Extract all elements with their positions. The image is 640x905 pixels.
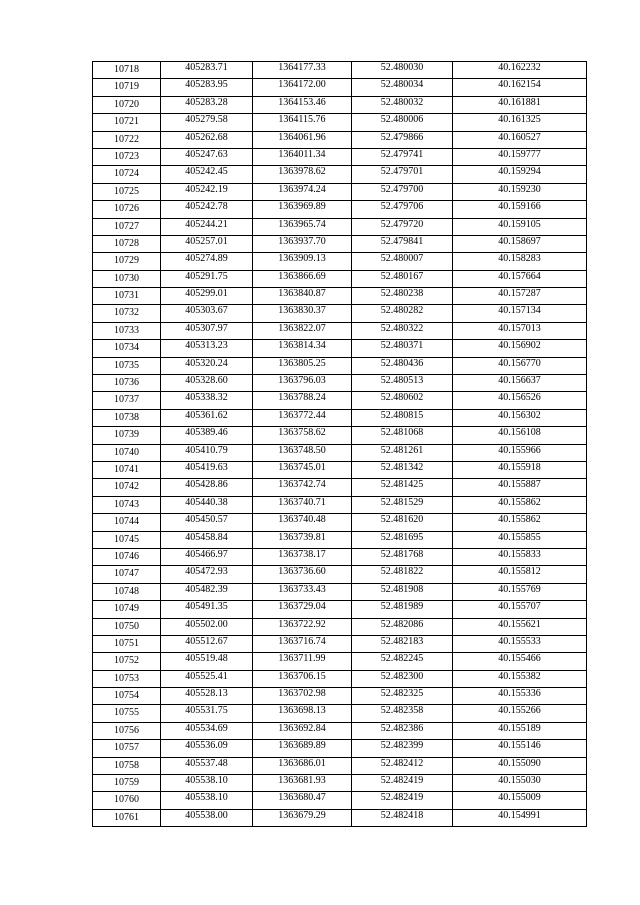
- longitude-cell: 40.159230: [453, 183, 587, 200]
- table-row: [93, 775, 587, 792]
- latitude-cell: 52.481908: [352, 583, 453, 600]
- y-coordinate-cell: 1364177.33: [253, 62, 352, 79]
- table-row: [93, 601, 587, 618]
- point-number-cell: 10737: [93, 392, 161, 409]
- y-coordinate-cell: 1363969.89: [253, 201, 352, 218]
- y-coordinate-cell: 1363711.99: [253, 653, 352, 670]
- longitude-cell: 40.155466: [453, 653, 587, 670]
- y-coordinate-cell: 1363742.74: [253, 479, 352, 496]
- longitude-cell: 40.158697: [453, 235, 587, 252]
- point-number-cell: 10752: [93, 653, 161, 670]
- x-coordinate-cell: 405283.95: [161, 79, 253, 96]
- x-coordinate-cell: 405328.60: [161, 375, 253, 392]
- latitude-cell: 52.481989: [352, 601, 453, 618]
- y-coordinate-cell: 1363814.34: [253, 340, 352, 357]
- latitude-cell: 52.482412: [352, 757, 453, 774]
- y-coordinate-cell: 1363729.04: [253, 601, 352, 618]
- y-coordinate-cell: 1363740.71: [253, 496, 352, 513]
- table-row: [93, 461, 587, 478]
- longitude-cell: 40.155887: [453, 479, 587, 496]
- x-coordinate-cell: 405262.68: [161, 131, 253, 148]
- y-coordinate-cell: 1363974.24: [253, 183, 352, 200]
- table-row: [93, 62, 587, 79]
- y-coordinate-cell: 1363909.13: [253, 253, 352, 270]
- longitude-cell: 40.155966: [453, 444, 587, 461]
- y-coordinate-cell: 1363680.47: [253, 792, 352, 809]
- longitude-cell: 40.155009: [453, 792, 587, 809]
- latitude-cell: 52.480602: [352, 392, 453, 409]
- table-row: [93, 357, 587, 374]
- longitude-cell: 40.155855: [453, 531, 587, 548]
- latitude-cell: 52.482419: [352, 775, 453, 792]
- x-coordinate-cell: 405299.01: [161, 288, 253, 305]
- x-coordinate-cell: 405538.10: [161, 792, 253, 809]
- latitude-cell: 52.482245: [352, 653, 453, 670]
- y-coordinate-cell: 1363698.13: [253, 705, 352, 722]
- y-coordinate-cell: 1363937.70: [253, 235, 352, 252]
- table-row: [93, 79, 587, 96]
- point-number-cell: 10742: [93, 479, 161, 496]
- longitude-cell: 40.155769: [453, 583, 587, 600]
- point-number-cell: 10760: [93, 792, 161, 809]
- y-coordinate-cell: 1363739.81: [253, 531, 352, 548]
- point-number-cell: 10747: [93, 566, 161, 583]
- x-coordinate-cell: 405531.75: [161, 705, 253, 722]
- longitude-cell: 40.155146: [453, 740, 587, 757]
- table-row: [93, 409, 587, 426]
- point-number-cell: 10748: [93, 583, 161, 600]
- y-coordinate-cell: 1363758.62: [253, 427, 352, 444]
- longitude-cell: 40.155862: [453, 514, 587, 531]
- point-number-cell: 10728: [93, 235, 161, 252]
- latitude-cell: 52.482086: [352, 618, 453, 635]
- table-row: [93, 514, 587, 531]
- longitude-cell: 40.158283: [453, 253, 587, 270]
- latitude-cell: 52.479841: [352, 235, 453, 252]
- point-number-cell: 10738: [93, 409, 161, 426]
- table-row: [93, 96, 587, 113]
- latitude-cell: 52.480371: [352, 340, 453, 357]
- latitude-cell: 52.482386: [352, 722, 453, 739]
- latitude-cell: 52.482325: [352, 688, 453, 705]
- x-coordinate-cell: 405428.86: [161, 479, 253, 496]
- point-number-cell: 10759: [93, 775, 161, 792]
- table-row: [93, 322, 587, 339]
- x-coordinate-cell: 405537.48: [161, 757, 253, 774]
- longitude-cell: 40.155833: [453, 548, 587, 565]
- table-row: [93, 705, 587, 722]
- longitude-cell: 40.159105: [453, 218, 587, 235]
- latitude-cell: 52.481425: [352, 479, 453, 496]
- point-number-cell: 10743: [93, 496, 161, 513]
- point-number-cell: 10735: [93, 357, 161, 374]
- longitude-cell: 40.161325: [453, 114, 587, 131]
- latitude-cell: 52.480030: [352, 62, 453, 79]
- point-number-cell: 10729: [93, 253, 161, 270]
- point-number-cell: 10740: [93, 444, 161, 461]
- latitude-cell: 52.479701: [352, 166, 453, 183]
- point-number-cell: 10724: [93, 166, 161, 183]
- x-coordinate-cell: 405410.79: [161, 444, 253, 461]
- x-coordinate-cell: 405491.35: [161, 601, 253, 618]
- table-row: [93, 479, 587, 496]
- point-number-cell: 10718: [93, 62, 161, 79]
- longitude-cell: 40.155533: [453, 635, 587, 652]
- table-row: [93, 218, 587, 235]
- table-row: [93, 201, 587, 218]
- point-number-cell: 10750: [93, 618, 161, 635]
- point-number-cell: 10730: [93, 270, 161, 287]
- latitude-cell: 52.482300: [352, 670, 453, 687]
- x-coordinate-cell: 405303.67: [161, 305, 253, 322]
- longitude-cell: 40.159777: [453, 148, 587, 165]
- y-coordinate-cell: 1363788.24: [253, 392, 352, 409]
- y-coordinate-cell: 1363840.87: [253, 288, 352, 305]
- latitude-cell: 52.479700: [352, 183, 453, 200]
- y-coordinate-cell: 1363748.50: [253, 444, 352, 461]
- table-row: [93, 427, 587, 444]
- longitude-cell: 40.156770: [453, 357, 587, 374]
- point-number-cell: 10733: [93, 322, 161, 339]
- latitude-cell: 52.479741: [352, 148, 453, 165]
- table-row: [93, 305, 587, 322]
- x-coordinate-cell: 405450.57: [161, 514, 253, 531]
- point-number-cell: 10721: [93, 114, 161, 131]
- latitude-cell: 52.482418: [352, 809, 453, 826]
- table-row: [93, 253, 587, 270]
- y-coordinate-cell: 1363740.48: [253, 514, 352, 531]
- table-row: [93, 148, 587, 165]
- y-coordinate-cell: 1363965.74: [253, 218, 352, 235]
- latitude-cell: 52.481822: [352, 566, 453, 583]
- table-row: [93, 392, 587, 409]
- latitude-cell: 52.480815: [352, 409, 453, 426]
- x-coordinate-cell: 405242.78: [161, 201, 253, 218]
- latitude-cell: 52.480034: [352, 79, 453, 96]
- y-coordinate-cell: 1363822.07: [253, 322, 352, 339]
- latitude-cell: 52.481529: [352, 496, 453, 513]
- latitude-cell: 52.479706: [352, 201, 453, 218]
- x-coordinate-cell: 405320.24: [161, 357, 253, 374]
- longitude-cell: 40.161881: [453, 96, 587, 113]
- y-coordinate-cell: 1363681.93: [253, 775, 352, 792]
- y-coordinate-cell: 1363796.03: [253, 375, 352, 392]
- latitude-cell: 52.482419: [352, 792, 453, 809]
- x-coordinate-cell: 405538.00: [161, 809, 253, 826]
- y-coordinate-cell: 1364153.46: [253, 96, 352, 113]
- latitude-cell: 52.479720: [352, 218, 453, 235]
- y-coordinate-cell: 1363745.01: [253, 461, 352, 478]
- longitude-cell: 40.162232: [453, 62, 587, 79]
- longitude-cell: 40.155918: [453, 461, 587, 478]
- x-coordinate-cell: 405519.48: [161, 653, 253, 670]
- point-number-cell: 10723: [93, 148, 161, 165]
- y-coordinate-cell: 1363736.60: [253, 566, 352, 583]
- longitude-cell: 40.155189: [453, 722, 587, 739]
- x-coordinate-cell: 405458.84: [161, 531, 253, 548]
- table-row: [93, 618, 587, 635]
- y-coordinate-cell: 1363702.98: [253, 688, 352, 705]
- x-coordinate-cell: 405291.75: [161, 270, 253, 287]
- table-row: [93, 340, 587, 357]
- y-coordinate-cell: 1363978.62: [253, 166, 352, 183]
- point-number-cell: 10761: [93, 809, 161, 826]
- x-coordinate-cell: 405512.67: [161, 635, 253, 652]
- y-coordinate-cell: 1363706.15: [253, 670, 352, 687]
- longitude-cell: 40.155090: [453, 757, 587, 774]
- table-row: [93, 114, 587, 131]
- coordinate-table-body: [93, 62, 587, 827]
- point-number-cell: 10744: [93, 514, 161, 531]
- point-number-cell: 10757: [93, 740, 161, 757]
- table-row: [93, 496, 587, 513]
- x-coordinate-cell: 405307.97: [161, 322, 253, 339]
- longitude-cell: 40.157134: [453, 305, 587, 322]
- x-coordinate-cell: 405274.89: [161, 253, 253, 270]
- table-row: [93, 809, 587, 826]
- point-number-cell: 10745: [93, 531, 161, 548]
- point-number-cell: 10720: [93, 96, 161, 113]
- longitude-cell: 40.159294: [453, 166, 587, 183]
- table-row: [93, 688, 587, 705]
- longitude-cell: 40.159166: [453, 201, 587, 218]
- y-coordinate-cell: 1364172.00: [253, 79, 352, 96]
- x-coordinate-cell: 405247.63: [161, 148, 253, 165]
- x-coordinate-cell: 405313.23: [161, 340, 253, 357]
- x-coordinate-cell: 405242.45: [161, 166, 253, 183]
- table-row: [93, 531, 587, 548]
- point-number-cell: 10755: [93, 705, 161, 722]
- table-row: [93, 670, 587, 687]
- longitude-cell: 40.157664: [453, 270, 587, 287]
- latitude-cell: 52.481342: [352, 461, 453, 478]
- latitude-cell: 52.482399: [352, 740, 453, 757]
- latitude-cell: 52.480513: [352, 375, 453, 392]
- y-coordinate-cell: 1363830.37: [253, 305, 352, 322]
- y-coordinate-cell: 1364011.34: [253, 148, 352, 165]
- longitude-cell: 40.155862: [453, 496, 587, 513]
- point-number-cell: 10754: [93, 688, 161, 705]
- latitude-cell: 52.480322: [352, 322, 453, 339]
- longitude-cell: 40.155621: [453, 618, 587, 635]
- x-coordinate-cell: 405419.63: [161, 461, 253, 478]
- x-coordinate-cell: 405502.00: [161, 618, 253, 635]
- longitude-cell: 40.155812: [453, 566, 587, 583]
- table-row: [93, 548, 587, 565]
- point-number-cell: 10741: [93, 461, 161, 478]
- longitude-cell: 40.155707: [453, 601, 587, 618]
- x-coordinate-cell: 405472.93: [161, 566, 253, 583]
- y-coordinate-cell: 1363686.01: [253, 757, 352, 774]
- table-row: [93, 235, 587, 252]
- table-row: [93, 722, 587, 739]
- point-number-cell: 10725: [93, 183, 161, 200]
- y-coordinate-cell: 1364061.96: [253, 131, 352, 148]
- y-coordinate-cell: 1363692.84: [253, 722, 352, 739]
- x-coordinate-cell: 405536.09: [161, 740, 253, 757]
- latitude-cell: 52.480282: [352, 305, 453, 322]
- latitude-cell: 52.481768: [352, 548, 453, 565]
- table-row: [93, 740, 587, 757]
- y-coordinate-cell: 1363716.74: [253, 635, 352, 652]
- table-row: [93, 635, 587, 652]
- point-number-cell: 10753: [93, 670, 161, 687]
- table-row: [93, 131, 587, 148]
- point-number-cell: 10756: [93, 722, 161, 739]
- point-number-cell: 10749: [93, 601, 161, 618]
- table-row: [93, 653, 587, 670]
- latitude-cell: 52.481620: [352, 514, 453, 531]
- point-number-cell: 10719: [93, 79, 161, 96]
- point-number-cell: 10731: [93, 288, 161, 305]
- latitude-cell: 52.481261: [352, 444, 453, 461]
- x-coordinate-cell: 405440.38: [161, 496, 253, 513]
- table-row: [93, 375, 587, 392]
- point-number-cell: 10732: [93, 305, 161, 322]
- y-coordinate-cell: 1363772.44: [253, 409, 352, 426]
- longitude-cell: 40.157013: [453, 322, 587, 339]
- x-coordinate-cell: 405279.58: [161, 114, 253, 131]
- x-coordinate-cell: 405389.46: [161, 427, 253, 444]
- x-coordinate-cell: 405466.97: [161, 548, 253, 565]
- longitude-cell: 40.154991: [453, 809, 587, 826]
- y-coordinate-cell: 1364115.76: [253, 114, 352, 131]
- point-number-cell: 10758: [93, 757, 161, 774]
- x-coordinate-cell: 405528.13: [161, 688, 253, 705]
- coordinate-table: [92, 61, 587, 827]
- longitude-cell: 40.156902: [453, 340, 587, 357]
- y-coordinate-cell: 1363722.92: [253, 618, 352, 635]
- y-coordinate-cell: 1363689.89: [253, 740, 352, 757]
- x-coordinate-cell: 405534.69: [161, 722, 253, 739]
- table-row: [93, 583, 587, 600]
- point-number-cell: 10751: [93, 635, 161, 652]
- x-coordinate-cell: 405257.01: [161, 235, 253, 252]
- longitude-cell: 40.155030: [453, 775, 587, 792]
- x-coordinate-cell: 405338.32: [161, 392, 253, 409]
- longitude-cell: 40.156108: [453, 427, 587, 444]
- table-row: [93, 270, 587, 287]
- table-row: [93, 444, 587, 461]
- point-number-cell: 10736: [93, 375, 161, 392]
- table-row: [93, 792, 587, 809]
- latitude-cell: 52.480238: [352, 288, 453, 305]
- x-coordinate-cell: 405283.28: [161, 96, 253, 113]
- point-number-cell: 10746: [93, 548, 161, 565]
- y-coordinate-cell: 1363679.29: [253, 809, 352, 826]
- latitude-cell: 52.479866: [352, 131, 453, 148]
- x-coordinate-cell: 405361.62: [161, 409, 253, 426]
- latitude-cell: 52.480436: [352, 357, 453, 374]
- latitude-cell: 52.480006: [352, 114, 453, 131]
- point-number-cell: 10727: [93, 218, 161, 235]
- table-row: [93, 166, 587, 183]
- longitude-cell: 40.156302: [453, 409, 587, 426]
- x-coordinate-cell: 405538.10: [161, 775, 253, 792]
- point-number-cell: 10726: [93, 201, 161, 218]
- latitude-cell: 52.480167: [352, 270, 453, 287]
- latitude-cell: 52.480007: [352, 253, 453, 270]
- point-number-cell: 10734: [93, 340, 161, 357]
- latitude-cell: 52.482358: [352, 705, 453, 722]
- longitude-cell: 40.160527: [453, 131, 587, 148]
- latitude-cell: 52.482183: [352, 635, 453, 652]
- longitude-cell: 40.155336: [453, 688, 587, 705]
- x-coordinate-cell: 405242.19: [161, 183, 253, 200]
- y-coordinate-cell: 1363733.43: [253, 583, 352, 600]
- latitude-cell: 52.481068: [352, 427, 453, 444]
- latitude-cell: 52.481695: [352, 531, 453, 548]
- y-coordinate-cell: 1363805.25: [253, 357, 352, 374]
- table-row: [93, 288, 587, 305]
- table-row: [93, 566, 587, 583]
- longitude-cell: 40.157287: [453, 288, 587, 305]
- longitude-cell: 40.156526: [453, 392, 587, 409]
- x-coordinate-cell: 405525.41: [161, 670, 253, 687]
- point-number-cell: 10739: [93, 427, 161, 444]
- longitude-cell: 40.155266: [453, 705, 587, 722]
- x-coordinate-cell: 405283.71: [161, 62, 253, 79]
- point-number-cell: 10722: [93, 131, 161, 148]
- longitude-cell: 40.156637: [453, 375, 587, 392]
- table-row: [93, 183, 587, 200]
- y-coordinate-cell: 1363738.17: [253, 548, 352, 565]
- latitude-cell: 52.480032: [352, 96, 453, 113]
- longitude-cell: 40.162154: [453, 79, 587, 96]
- longitude-cell: 40.155382: [453, 670, 587, 687]
- y-coordinate-cell: 1363866.69: [253, 270, 352, 287]
- x-coordinate-cell: 405244.21: [161, 218, 253, 235]
- table-row: [93, 757, 587, 774]
- x-coordinate-cell: 405482.39: [161, 583, 253, 600]
